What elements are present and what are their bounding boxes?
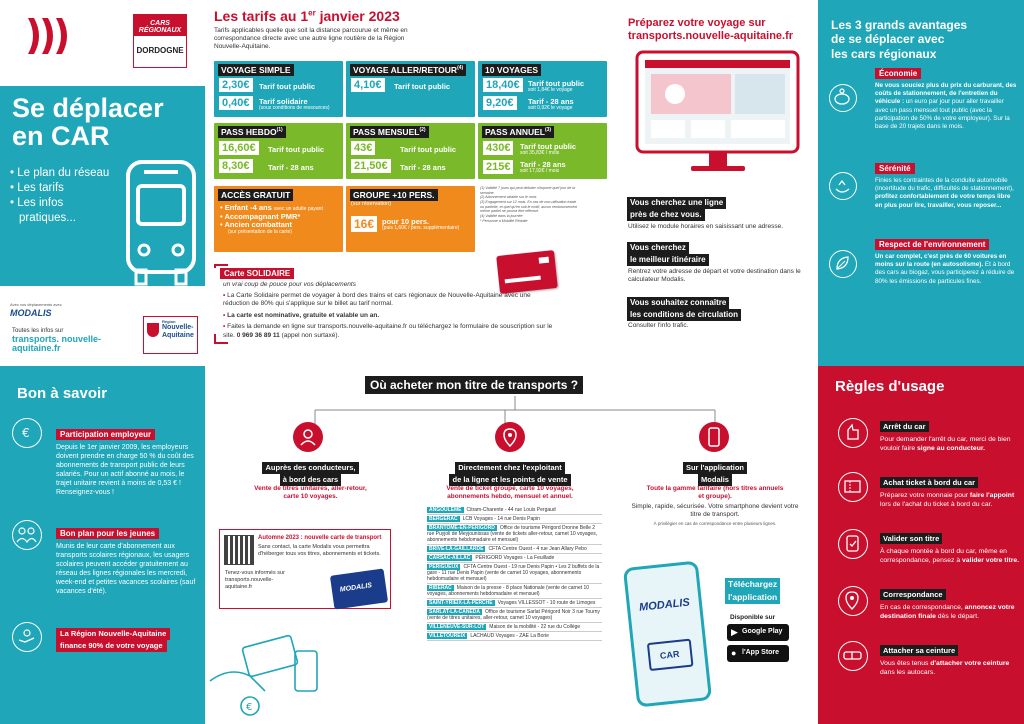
eco-title: Économie — [875, 68, 921, 79]
tarifs-notes — [480, 186, 580, 223]
c3-text2: Simple, rapide, sécurisée. Votre smartphone devient votre titre de transport. — [631, 503, 799, 519]
pass-annuel-label2: Tarif - 28 ans soit 17,92€ / mois — [520, 160, 566, 174]
r4-title: Correspondance — [880, 589, 946, 600]
students-icon — [12, 520, 42, 550]
serenite-title: Sérénité — [875, 163, 915, 174]
r5-title: Attacher sa ceinture — [880, 645, 958, 656]
solidaire-bullet: • Faites la demande en ligne sur transports.nouvelle-aquitaine.fr ou téléchargez le formulaire de souscription sur le site. 0 969 36 89 11 (appel non surtaxé). — [223, 323, 553, 339]
pass-annuel-price2: 215€ — [483, 160, 513, 174]
shop-row: PÉRIGUEUX CFTA Centre Ouest - 19 rue Denis Papin • Les 2 buffets de la gare - 11 rue Denis Papin (vente de carnet 10 voyages, abonnements hebdomadaire et mensuel) — [427, 563, 602, 584]
driver-icon — [293, 422, 323, 452]
tarifs-section — [205, 0, 615, 366]
location-pin-icon — [495, 422, 525, 452]
shop-row: BERGERAC LCB Voyages - 14 rue Denis Papin — [427, 515, 602, 524]
env-text: Un car complet, c'est près de 60 voitures en moins sur la route (en autosolisme). Et à bord des cars au biogaz, vous participerez à réduire de 80% les émissions de particules fines. — [875, 253, 1015, 285]
bullet-item: • Les infos — [10, 196, 64, 209]
r2-text: Préparez votre monnaie pour faire l'appoint lors de l'achat du ticket à bord du car. — [880, 492, 1015, 508]
prepare-section — [615, 0, 818, 366]
avantages-section — [818, 0, 1024, 366]
note-item: (1) Validité 7 jours qui peut débuter n'importe quel jour de la semaine — [480, 186, 576, 195]
prepare-q3-line1: Vous souhaitez connaître — [627, 297, 729, 309]
c3-note: À privilégier en cas de correspondance entre plusieurs lignes. — [653, 521, 777, 526]
qr-code-icon — [225, 536, 253, 564]
pass-mensuel-label1: Tarif tout public — [400, 145, 457, 154]
region-name3: Aquitaine — [162, 331, 194, 339]
autumn-text2: Tenez-vous informés sur transports.nouvelle-aquitaine.fr — [225, 570, 285, 591]
hand-signal-icon — [838, 418, 868, 448]
r3-title: Valider son titre — [880, 533, 942, 544]
prepare-q2-line1: Vous cherchez — [627, 242, 689, 254]
voyage-simple-price1: 2,30€ — [219, 78, 253, 92]
groupe-label: pour 10 pers. (puis 1,60€ / pers. supplémentaire) — [382, 217, 460, 231]
prepare-title — [628, 17, 793, 43]
bus-icon — [118, 158, 198, 286]
page-title-line1: Se déplacer — [12, 93, 164, 123]
bon-title: Bon à savoir — [17, 385, 108, 402]
google-play-icon: ▶ — [731, 627, 738, 637]
prepare-a1: Utilisez le module horaires en saisissant une adresse. — [628, 223, 783, 230]
pass-hebdo-price1: 16,60€ — [219, 141, 259, 155]
payment-lineart-icon — [205, 611, 335, 721]
r5-text: Vous êtes tenus d'attacher votre ceinture dans les autocars. — [880, 660, 1010, 676]
solidaire-block — [214, 264, 614, 354]
download-title-line2: l'application — [725, 591, 780, 604]
shop-row: CARSAC-AILLAC PÉRIGORD Voyages - La Feuillade — [427, 554, 602, 563]
r1-text: Pour demander l'arrêt du car, merci de bien vouloir faire signe au conducteur. — [880, 436, 1011, 452]
acces-gratuit-list — [220, 204, 323, 236]
brand-line2: RÉGIONAUX — [138, 27, 182, 34]
autumn-text: Sans contact, la carte Modalis vous permettra d'héberger tous vos titres, abonnements et tickets. — [258, 544, 381, 558]
bullet-item: • Le plan du réseau — [10, 167, 110, 179]
pass-mensuel-title: PASS MENSUEL$^{(2)}$ — [350, 126, 429, 138]
prepare-a3: Consulter l'info trafic. — [628, 322, 689, 329]
modalis-logo: MODALIS — [10, 308, 52, 318]
regles-r1 — [880, 416, 1020, 454]
prepare-q2-line2: le meilleur itinéraire — [627, 254, 709, 266]
acces-gratuit-title: ACCÈS GRATUIT — [218, 189, 293, 201]
prepare-q3 — [627, 297, 741, 321]
regles-r3 — [880, 528, 1020, 566]
prepare-q1-line1: Vous cherchez une ligne — [627, 197, 726, 209]
info-line: Toutes les infos sur — [12, 328, 64, 334]
avantages-title-line1: Les 3 grands avantages — [831, 18, 968, 32]
c3-title — [660, 462, 770, 486]
tarifs-intro: Tarifs applicables quelle que soit la distance parcourue et même en correspondance directe avec une autre ligne routière de la Région Nouvelle-Aquitaine. — [214, 27, 408, 51]
avantages-title-line2: de se déplacer avec — [831, 32, 945, 47]
pass-hebdo-label1: Tarif tout public — [268, 145, 325, 154]
region-name2: Nouvelle- — [162, 324, 194, 332]
prepare-title-line2[interactable]: transports.nouvelle-aquitaine.fr — [628, 30, 794, 43]
note-item: (4) Validité dans la journée — [480, 214, 523, 219]
c2-title-line1: Directement chez l'exploitant — [455, 462, 564, 474]
piggy-bank-icon — [829, 84, 857, 112]
eco-text: Ne vous souciez plus du prix du carburant, des coûts de stationnement, de l'entretien du véhicule : un euro par jour pour aller travailler avec un pass mensuel tout public (avec la participation de 50% de votre employeur). Sur la base de 20 trajets dans le mois. — [875, 82, 1017, 130]
regles-title: Règles d'usage — [835, 378, 945, 395]
env-title: Respect de l'environnement — [875, 239, 989, 250]
prepare-a2: Rentrez votre adresse de départ et votre destination dans le calculateur Modalis. — [628, 268, 801, 284]
c3-title-line1: Sur l'application — [683, 462, 747, 474]
solidaire-text — [223, 292, 553, 340]
regles-section — [818, 366, 1024, 724]
validate-icon — [838, 529, 868, 559]
solidaire-bullet: • La carte est nominative, gratuite et valable un an. — [223, 311, 380, 319]
dix-voyages-title: 10 VOYAGES — [482, 64, 541, 76]
prepare-q1-line2: près de chez vous. — [627, 209, 705, 221]
r2-title: Achat ticket à bord du car — [880, 477, 978, 488]
intro-bullets — [10, 166, 109, 226]
network-logo-icon — [26, 14, 76, 58]
solidaire-bullet: • La Carte Solidaire permet de voyager à bord des trains et cars régionaux de Nouvelle-Aquitaine avec une réduction de 80% qui s'applique sur le billet au tarif normal. — [223, 292, 531, 308]
bon-p3-title — [56, 628, 170, 652]
voyage-ar-label1: Tarif tout public — [394, 82, 451, 91]
page-title — [12, 94, 164, 151]
shop-row: RIBÉRAC Maison de la presse - 8 place Nationale (vente de carnet 10 voyages, abonnements hebdomadaire et mensuel) — [427, 584, 602, 599]
apple-icon: ● — [731, 648, 737, 658]
app-store-button[interactable] — [727, 645, 789, 662]
acces-item-sub: (sur présentation de la carte) — [228, 229, 292, 235]
bon-p3-line2: finance 90% de votre voyage — [56, 640, 167, 652]
solidaire-subtitle: un vrai coup de pouce pour vos déplacements — [223, 281, 356, 288]
monitor-icon — [635, 50, 800, 180]
brand-logo — [133, 14, 187, 68]
app-car-label: CAR — [646, 639, 693, 671]
info-url[interactable] — [12, 335, 101, 354]
c3-title-line2: Modalis — [698, 474, 732, 486]
pass-mensuel-box — [346, 123, 475, 179]
page-title-line2: en CAR — [12, 121, 110, 152]
serenite-text: Finies les contraintes de la conduite automobile (incertitude du trafic, difficultés de stationnement), profitez confortablement de votre temps libre en plus pour lire, travailler, vous reposer... — [875, 177, 1014, 209]
pass-hebdo-label2: Tarif - 28 ans — [268, 163, 314, 172]
voyage-ar-price1: 4,10€ — [351, 78, 385, 92]
seatbelt-icon — [838, 641, 868, 671]
modalis-card-label: MODALIS — [339, 582, 373, 594]
shop-row: VILLETOUREIX LACHAUD Voyages - ZAE La Borie — [427, 632, 602, 641]
download-available: Disponible sur — [730, 614, 776, 621]
left-top-panel — [0, 0, 205, 366]
c3-text: Toute la gamme tarifaire (hors titres annuels et groupe). — [646, 485, 784, 501]
pass-hebdo-price2: 8,30€ — [219, 159, 253, 173]
leaf-icon — [829, 250, 857, 278]
pass-annuel-title: PASS ANNUEL$^{(3)}$ — [482, 126, 554, 138]
euro-hand-icon — [12, 418, 42, 448]
shop-row: VILLENEUVE-SUR-LOT Maison de la mobilité - 22 rue du Collège — [427, 623, 602, 632]
regles-r2 — [880, 472, 1020, 510]
bon-p2-title: Bon plan pour les jeunes — [56, 528, 159, 539]
dix-voyages-label1: Tarif tout public soit 1,84€ le voyage — [528, 79, 585, 93]
c2-title-line2: de la ligne et les points de vente — [449, 474, 570, 486]
groupe-sub: (sur réservation) — [351, 201, 392, 207]
note-item: * Personne à Mobilité Réduite — [480, 218, 528, 223]
voyage-ar-title: VOYAGE ALLER/RETOUR$^{(4)}$ — [350, 64, 466, 76]
c2-title — [435, 462, 585, 486]
dix-voyages-price1: 18,40€ — [483, 78, 523, 92]
download-title-line1: Téléchargez — [725, 578, 780, 591]
bon-section — [0, 366, 205, 724]
c1-title-line1: Auprès des conducteurs, — [262, 462, 358, 474]
region-logo — [143, 316, 198, 354]
region-hand-icon — [12, 622, 42, 652]
r1-title: Arrêt du car — [880, 421, 929, 432]
info-url-line1[interactable]: transports. nouvelle- — [12, 334, 102, 344]
c1-title — [253, 462, 368, 486]
pass-mensuel-price1: 43€ — [351, 141, 375, 155]
info-url-line2[interactable]: aquitaine.fr — [12, 343, 61, 354]
svg-text:€: € — [246, 702, 253, 713]
acces-item: • Ancien combattant — [220, 220, 292, 230]
bon-p1-text: Depuis le 1er janvier 2009, les employeurs doivent prendre en charge 50 % du coût des abonnements de transport public de leurs salariés. Pour un actif abonné au mois, le trajet unitaire revient à moins de 0,53 € ! Renseignez-vous ! — [56, 444, 194, 497]
dix-voyages-price2: 9,20€ — [483, 96, 517, 110]
r4-text: En cas de correspondance, annoncez votre destination finale dès le départ. — [880, 604, 1015, 620]
bon-p2-text: Munis de leur carte d'abonnement aux transports scolaires régionaux, les usagers scolaires peuvent accéder gratuitement au réseau des lignes régionales les mercredi, week-end et petites vacances scolaires (sauf vacances d'été). — [56, 543, 196, 596]
shop-row: BRIVE-LA-GAILLARDE CFTA Centre Ouest - 4 rue Jean Allary Pebo — [427, 545, 602, 554]
prepare-q2 — [627, 242, 709, 266]
shop-row: ANGOULÊME Citram-Charente - 44 rue Louis Pergaud — [427, 506, 602, 515]
brand-line1: CARS — [150, 20, 170, 27]
c2-text: Vente de ticket groupe, carte 10 voyages, abonnements hebdo, mensuel et annuel. — [446, 485, 574, 501]
pass-mensuel-price2: 21,50€ — [351, 159, 391, 173]
voyage-simple-label2: Tarif solidaire (sous conditions de ressources) — [259, 97, 330, 111]
modalis-caption: Avec vos déplacements avec — [10, 302, 62, 307]
pass-annuel-price1: 430€ — [483, 141, 513, 155]
bon-p1-title: Participation employeur — [56, 429, 155, 440]
relax-hands-icon — [829, 172, 857, 200]
ticket-icon — [838, 472, 868, 502]
groupe-price: 16€ — [351, 216, 377, 232]
prepare-q3-line2: les conditions de circulation — [627, 309, 741, 321]
acces-item: • Enfant -4 ans avec un adulte payant — [220, 203, 323, 212]
app-modalis-label: MODALIS — [638, 596, 691, 614]
acces-item: • Accompagnant PMR* — [220, 211, 301, 221]
bullet-item: • Les tarifs — [10, 181, 64, 194]
google-play-button[interactable] — [727, 624, 789, 641]
acheter-title: Où acheter mon titre de transports ? — [365, 376, 583, 394]
regles-r4 — [880, 584, 1020, 622]
bon-p3-line1: La Région Nouvelle-Aquitaine — [56, 628, 170, 640]
region-name1: Région — [162, 319, 176, 324]
voyage-simple-title: VOYAGE SIMPLE — [218, 64, 294, 76]
shop-row: BRANTÔME-EN-PÉRIGORD Office de tourisme Périgord Dronne Belle 2 rue Puyjoli de Meyjounissas (vente de tickets aller-retour, carnet 10 voyages, abonnements hebdomadaire et mensuel) — [427, 524, 602, 545]
svg-text:€: € — [22, 426, 30, 440]
prepare-q1 — [627, 197, 726, 221]
pass-annuel-box — [478, 123, 607, 179]
shop-row: SAINT-YRIEIX-LA-PERCHE Voyages VILLESSOT - 10 route de Limoges — [427, 599, 602, 608]
voyage-simple-price2: 0,40€ — [219, 96, 253, 110]
shop-row: SARLAT-LA-CANÉDA Office de tourisme Sarlat Périgord Noir 3 rue Tourny (vente de titres unitaires, aller-retour, carnet 10 voyages) — [427, 608, 602, 623]
voyage-ar-box — [346, 61, 475, 117]
autumn-box — [219, 529, 391, 609]
brand-dordogne: DORDOGNE — [136, 46, 184, 55]
tarifs-title: Les tarifs au 1er janvier 2023 — [214, 8, 400, 24]
r3-text: À chaque montée à bord du car, même en correspondance, pensez à valider votre titre. — [880, 548, 1020, 564]
avantages-title-line3: les cars régionaux — [831, 46, 937, 61]
autumn-title: Automne 2023 : nouvelle carte de transport — [258, 535, 382, 541]
solidaire-title: Carte SOLIDAIRE — [220, 268, 294, 279]
acces-gratuit-box — [214, 186, 343, 252]
download-title — [725, 578, 780, 604]
pass-annuel-label1: Tarif tout public soit 35,83€ / mois — [520, 142, 577, 156]
acheter-section — [205, 366, 818, 724]
dix-voyages-box — [478, 61, 607, 117]
avantages-title — [831, 18, 967, 61]
c1-text: Vente de titres unitaires, aller-retour, carte 10 voyages. — [254, 485, 367, 501]
app-phone — [623, 560, 712, 707]
modalis-card — [330, 568, 388, 609]
note-item: (2) Abonnement valable sur le mois — [480, 195, 537, 200]
google-play-label: Google Play — [742, 628, 783, 635]
voyage-simple-box — [214, 61, 343, 117]
map-pin-icon — [838, 586, 868, 616]
smartphone-icon — [699, 422, 729, 452]
note-item: (3) Engagement sur 12 mois. En cas de non-utilisation totale ou partielle, et quel qu'en soit le motif, aucun remboursement même partiel ne pourra être effectué. — [480, 200, 578, 214]
shops-list — [427, 506, 602, 641]
app-store-label: l'App Store — [742, 649, 780, 656]
c1-title-line2: à bord des cars — [280, 474, 341, 486]
solidaire-phone[interactable]: 0 969 36 89 11 — [236, 331, 280, 339]
prepare-title-line1: Préparez votre voyage sur — [628, 17, 766, 29]
groupe-title: GROUPE +10 PERS. — [350, 189, 438, 201]
pass-hebdo-title: PASS HEBDO$^{(1)}$ — [218, 126, 286, 138]
voyage-simple-label1: Tarif tout public — [259, 82, 316, 91]
pass-hebdo-box — [214, 123, 343, 179]
bullet-item: pratiques... — [19, 211, 76, 224]
region-emblem-icon — [147, 323, 159, 337]
dix-voyages-label2: Tarif - 28 ans soit 0,92€ le voyage — [528, 97, 574, 111]
groupe-box — [346, 186, 475, 252]
pass-mensuel-label2: Tarif - 28 ans — [400, 163, 446, 172]
title-band — [0, 86, 205, 286]
regles-r5 — [880, 640, 1020, 678]
